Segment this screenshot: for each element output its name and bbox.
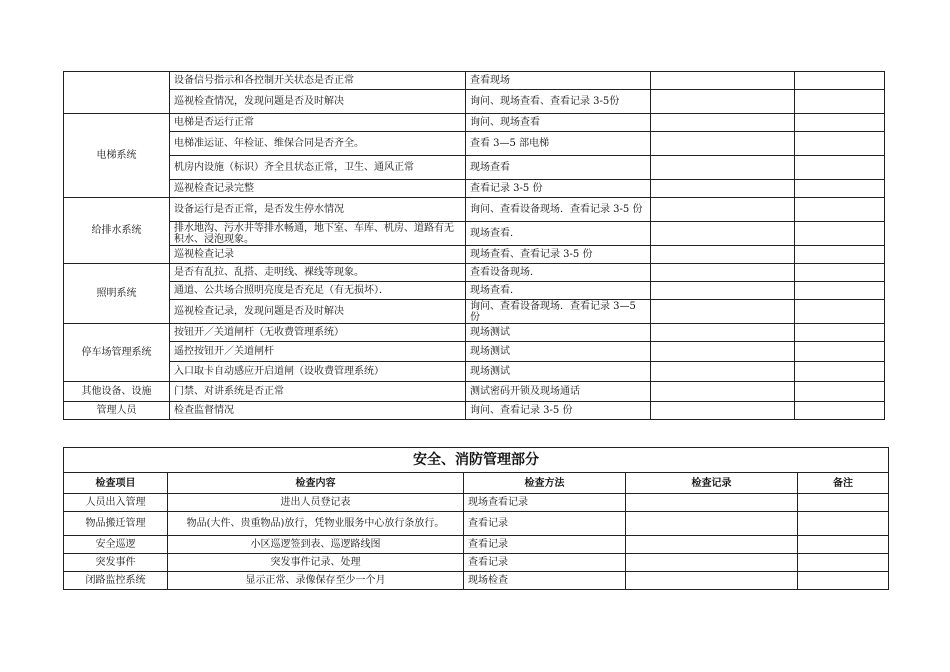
- method-cell: 询问、查看设备现场．查看记录 3—5 份: [466, 300, 651, 324]
- content-cell: 是否有乱拉、乱搭、走明线、裸线等现象。: [170, 264, 466, 282]
- method-cell: 询问、现场查看: [466, 114, 651, 132]
- content-cell: 进出人员登记表: [168, 494, 464, 512]
- category-cell: 电梯系统: [64, 114, 170, 198]
- item-cell: 突发事件: [64, 554, 168, 572]
- method-cell: 查看记录 3-5 份: [466, 180, 651, 198]
- section-title: 安全、消防管理部分: [64, 448, 889, 473]
- content-cell: 遥控按钮开／关道闸杆: [170, 342, 466, 362]
- method-cell: 现场查看: [466, 156, 651, 180]
- record-cell: [626, 512, 798, 536]
- remark-cell: [795, 156, 885, 180]
- header-record: 检查记录: [626, 473, 798, 494]
- remark-cell: [795, 382, 885, 402]
- record-cell: [626, 572, 798, 590]
- content-cell: 排水地沟、污水井等排水畅通，地下室、车库、机房、道路有无积水、浸泡现象。: [170, 222, 466, 246]
- method-cell: 现场查看记录: [464, 494, 626, 512]
- method-cell: 现场测试: [466, 362, 651, 382]
- remark-cell: [795, 246, 885, 264]
- table-row: [64, 246, 885, 264]
- remark-cell: [795, 222, 885, 246]
- record-cell: [626, 554, 798, 572]
- remark-cell: [795, 324, 885, 342]
- table-row: [64, 324, 885, 342]
- category-cell: 管理人员: [64, 402, 170, 420]
- table-row: [64, 222, 885, 246]
- method-cell: 查看记录: [464, 554, 626, 572]
- record-cell: [651, 132, 795, 156]
- content-cell: 巡视检查记录，发现问题是否及时解决: [170, 300, 466, 324]
- record-cell: [651, 198, 795, 222]
- content-cell: 巡视检查记录: [170, 246, 466, 264]
- header-row: [64, 473, 889, 494]
- method-cell: 询问、查看设备现场．查看记录 3-5 份: [466, 198, 651, 222]
- remark-cell: [795, 72, 885, 90]
- table-row: [64, 264, 885, 282]
- category-cell: 照明系统: [64, 264, 170, 324]
- table-row: [64, 572, 889, 590]
- method-cell: 查看现场: [466, 72, 651, 90]
- content-cell: 门禁、对讲系统是否正常: [170, 382, 466, 402]
- remark-cell: [795, 282, 885, 300]
- remark-cell: [795, 362, 885, 382]
- method-cell: 现场查看、查看记录 3-5 份: [466, 246, 651, 264]
- safety-fire-inspection-table: [63, 447, 889, 590]
- remark-cell: [795, 402, 885, 420]
- record-cell: [651, 282, 795, 300]
- item-cell: 安全巡逻: [64, 536, 168, 554]
- remark-cell: [795, 132, 885, 156]
- record-cell: [651, 382, 795, 402]
- table-row: [64, 282, 885, 300]
- record-cell: [651, 342, 795, 362]
- method-cell: 查看记录: [464, 536, 626, 554]
- remark-cell: [798, 572, 889, 590]
- category-cell: 其他设备、设施: [64, 382, 170, 402]
- table-row: [64, 494, 889, 512]
- record-cell: [651, 90, 795, 114]
- record-cell: [651, 246, 795, 264]
- record-cell: [651, 362, 795, 382]
- content-cell: 机房内设施（标识）齐全且状态正常，卫生、通风正常: [170, 156, 466, 180]
- method-cell: 现场查看．: [466, 222, 651, 246]
- header-method: 检查方法: [464, 473, 626, 494]
- record-cell: [651, 402, 795, 420]
- method-cell: 现场测试: [466, 324, 651, 342]
- record-cell: [626, 536, 798, 554]
- method-cell: 测试密码开锁及现场通话: [466, 382, 651, 402]
- method-cell: 询问、查看记录 3-5 份: [466, 402, 651, 420]
- table-row: [64, 114, 885, 132]
- table-row: [64, 156, 885, 180]
- content-cell: 通道、公共场合照明亮度是否充足（有无损坏）．: [170, 282, 466, 300]
- table-row: [64, 382, 885, 402]
- method-cell: 询问、现场查看、查看记录 3-5份: [466, 90, 651, 114]
- table-row: [64, 362, 885, 382]
- category-cell: 给排水系统: [64, 198, 170, 264]
- content-cell: 物品(大件、贵重物品)放行，凭物业服务中心放行条放行。: [168, 512, 464, 536]
- record-cell: [651, 324, 795, 342]
- record-cell: [651, 300, 795, 324]
- table-row: [64, 180, 885, 198]
- record-cell: [651, 114, 795, 132]
- table-row: [64, 342, 885, 362]
- record-cell: [651, 156, 795, 180]
- remark-cell: [795, 90, 885, 114]
- content-cell: 突发事件记录、处理: [168, 554, 464, 572]
- remark-cell: [795, 300, 885, 324]
- content-cell: 设备信号指示和各控制开关状态是否正常: [170, 72, 466, 90]
- table-row: [64, 90, 885, 114]
- remark-cell: [798, 554, 889, 572]
- table-row: [64, 554, 889, 572]
- content-cell: 检查监督情况: [170, 402, 466, 420]
- remark-cell: [798, 536, 889, 554]
- header-content: 检查内容: [168, 473, 464, 494]
- table-row: [64, 300, 885, 324]
- record-cell: [651, 72, 795, 90]
- remark-cell: [798, 512, 889, 536]
- content-cell: 按钮开／关道闸杆（无收费管理系统）: [170, 324, 466, 342]
- table-row: [64, 198, 885, 222]
- record-cell: [651, 222, 795, 246]
- record-cell: [651, 264, 795, 282]
- method-cell: 现场检查: [464, 572, 626, 590]
- content-cell: 显示正常、录像保存至少一个月: [168, 572, 464, 590]
- method-cell: 现场测试: [466, 342, 651, 362]
- method-cell: 查看设备现场．: [466, 264, 651, 282]
- header-item: 检查项目: [64, 473, 168, 494]
- content-cell: 巡视检查记录完整: [170, 180, 466, 198]
- header-remark: 备注: [798, 473, 889, 494]
- content-cell: 电梯是否运行正常: [170, 114, 466, 132]
- content-cell: 电梯准运证、年检证、维保合同是否齐全。: [170, 132, 466, 156]
- record-cell: [651, 180, 795, 198]
- remark-cell: [795, 114, 885, 132]
- remark-cell: [795, 342, 885, 362]
- category-cell: 停车场管理系统: [64, 324, 170, 382]
- record-cell: [626, 494, 798, 512]
- item-cell: 人员出入管理: [64, 494, 168, 512]
- table-row: [64, 132, 885, 156]
- table-row: [64, 536, 889, 554]
- remark-cell: [795, 180, 885, 198]
- table-row: [64, 402, 885, 420]
- method-cell: 查看 3—5 部电梯: [466, 132, 651, 156]
- remark-cell: [798, 494, 889, 512]
- content-cell: 设备运行是否正常，是否发生停水情况: [170, 198, 466, 222]
- content-cell: 入口取卡自动感应开启道闸（设收费管理系统）: [170, 362, 466, 382]
- method-cell: 查看记录: [464, 512, 626, 536]
- remark-cell: [795, 198, 885, 222]
- item-cell: 闭路监控系统: [64, 572, 168, 590]
- item-cell: 物品搬迁管理: [64, 512, 168, 536]
- section-title-row: [64, 448, 889, 473]
- facility-inspection-table: [63, 71, 885, 420]
- content-cell: 小区巡逻签到表、巡逻路线图: [168, 536, 464, 554]
- category-cell: [64, 72, 170, 114]
- method-cell: 现场查看．: [466, 282, 651, 300]
- content-cell: 巡视检查情况，发现问题是否及时解决: [170, 90, 466, 114]
- table-row: [64, 72, 885, 90]
- remark-cell: [795, 264, 885, 282]
- table-row: [64, 512, 889, 536]
